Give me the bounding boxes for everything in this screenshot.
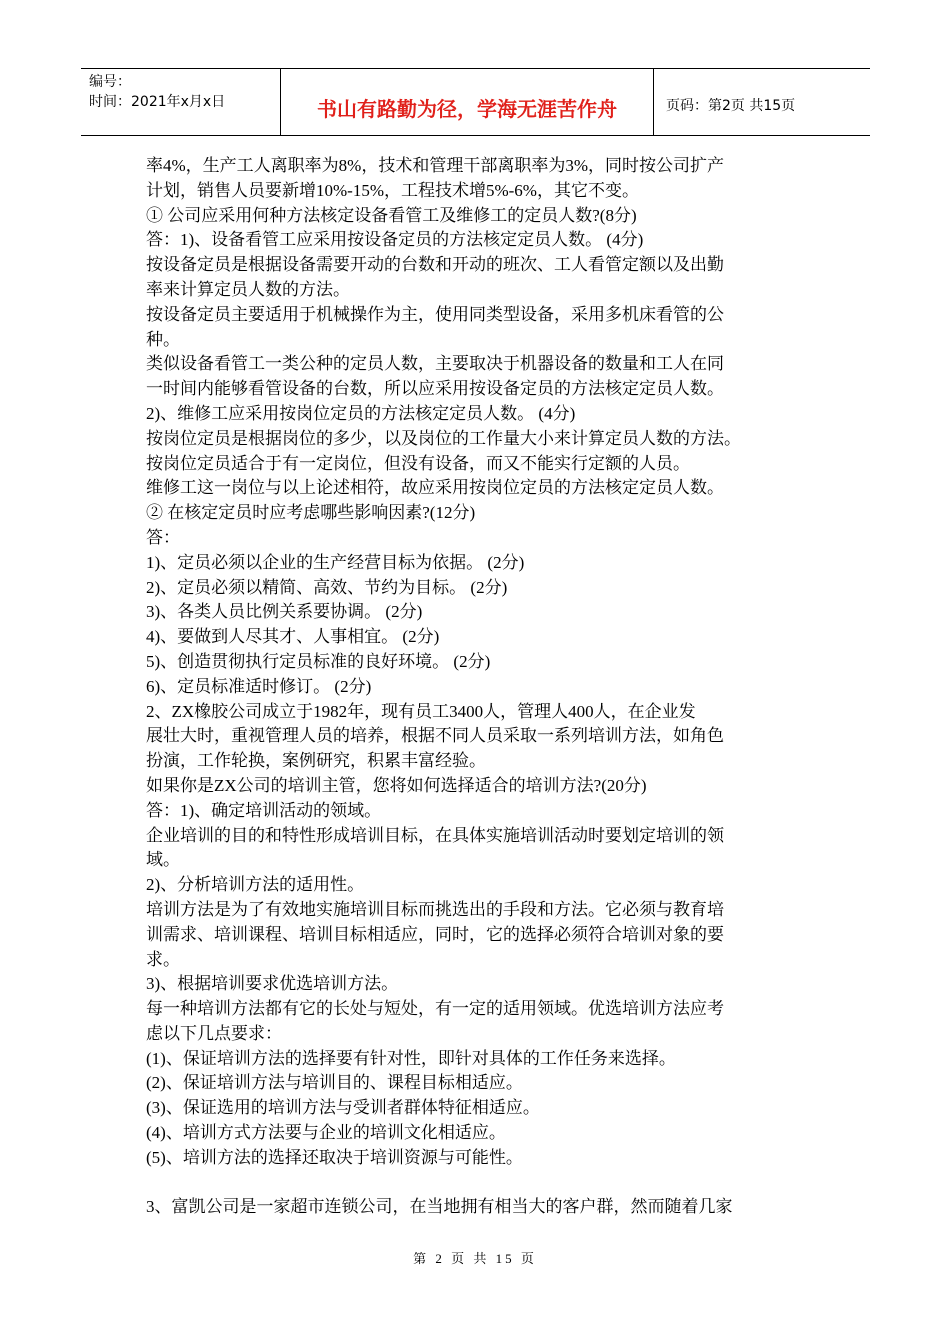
document-code-label: 编号： — [89, 74, 131, 90]
body-line: 2)、定员必须以精简、高效、节约为目标。 (2分) — [146, 577, 508, 597]
page-header — [81, 68, 870, 136]
body-line: 6)、定员标准适时修订。 (2分) — [146, 676, 372, 696]
body-line: 按岗位定员是根据岗位的多少，以及岗位的工作量大小来计算定员人数的方法。 — [146, 428, 741, 448]
body-line: (5)、培训方法的选择还取决于培训资源与可能性。 — [146, 1147, 523, 1167]
body-line: 3)、各类人员比例关系要协调。 (2分) — [146, 602, 423, 622]
header-motto: 书山有路勤为径，学海无涯苦作舟 — [317, 97, 617, 121]
document-time-label: 时间：2021年x月x日 — [89, 94, 226, 110]
body-line: 维修工这一岗位与以上论述相符，故应采用按岗位定员的方法核定定员人数。 — [146, 478, 724, 498]
body-line: 域。 — [146, 850, 180, 870]
body-line: 虑以下几点要求： — [146, 1023, 282, 1043]
header-meta — [81, 69, 281, 135]
page-footer: 第 2 页 共 15 页 — [413, 1251, 537, 1266]
body-line: 答： — [146, 527, 180, 547]
body-line: 5)、创造贯彻执行定员标准的良好环境。 (2分) — [146, 651, 491, 671]
document-body — [146, 154, 806, 1220]
body-line: (2)、保证培训方法与培训目的、课程目标相适应。 — [146, 1073, 523, 1093]
body-line: 训需求、培训课程、培训目标相适应，同时，它的选择必须符合培训对象的要 — [146, 924, 724, 944]
body-line: 种。 — [146, 329, 180, 349]
body-line: 4)、要做到人尽其才、人事相宜。 (2分) — [146, 627, 440, 647]
body-line: 按设备定员是根据设备需要开动的台数和开动的班次、工人看管定额以及出勤 — [146, 255, 724, 275]
body-line: 2)、分析培训方法的适用性。 — [146, 875, 365, 895]
body-line: (1)、保证培训方法的选择要有针对性，即针对具体的工作任务来选择。 — [146, 1048, 676, 1068]
body-line: 每一种培训方法都有它的长处与短处，有一定的适用领域。优选培训方法应考 — [146, 999, 724, 1019]
body-line: (4)、培训方式方法要与企业的培训文化相适应。 — [146, 1123, 506, 1143]
body-line: 展壮大时，重视管理人员的培养，根据不同人员采取一系列培训方法，如角色 — [146, 726, 724, 746]
body-line: (3)、保证选用的培训方法与受训者群体特征相适应。 — [146, 1098, 540, 1118]
body-line: 1)、定员必须以企业的生产经营目标为依据。 (2分) — [146, 552, 525, 572]
header-page-cell — [654, 69, 870, 135]
body-line: 企业培训的目的和特性形成培训目标，在具体实施培训活动时要划定培训的领 — [146, 825, 724, 845]
body-line: 3)、根据培训要求优选培训方法。 — [146, 974, 399, 994]
body-line: 2、ZX橡胶公司成立于1982年，现有员工3400人，管理人400人，在企业发 — [146, 701, 696, 721]
body-line: 答：1)、确定培训活动的领域。 — [146, 800, 382, 820]
body-line: 答：1)、设备看管工应采用按设备定员的方法核定定员人数。 (4分) — [146, 230, 644, 250]
body-line: 3、富凯公司是一家超市连锁公司，在当地拥有相当大的客户群，然而随着几家 — [146, 1197, 733, 1217]
body-line: ① 公司应采用何种方法核定设备看管工及维修工的定员人数?(8分) — [146, 205, 637, 225]
body-line: 率4%，生产工人离职率为8%，技术和管理干部离职率为3%，同时按公司扩产 — [146, 156, 724, 175]
body-line: 扮演，工作轮换，案例研究，积累丰富经验。 — [146, 751, 486, 771]
body-line: 按设备定员主要适用于机械操作为主，使用同类型设备，采用多机床看管的公 — [146, 304, 724, 324]
header-page-info: 页码：第2页 共15页 — [666, 98, 796, 114]
body-line — [146, 1171, 806, 1196]
body-line: 2)、维修工应采用按岗位定员的方法核定定员人数。 (4分) — [146, 403, 576, 423]
body-line: 计划，销售人员要新增10%-15%，工程技术增5%-6%，其它不变。 — [146, 180, 639, 200]
header-motto-cell — [281, 69, 654, 135]
body-line: 求。 — [146, 949, 180, 969]
body-line: 类似设备看管工一类公种的定员人数，主要取决于机器设备的数量和工人在同 — [146, 354, 724, 374]
body-line: 培训方法是为了有效地实施培训目标而挑选出的手段和方法。它必须与教育培 — [146, 899, 724, 919]
body-line: 按岗位定员适合于有一定岗位，但没有设备，而又不能实行定额的人员。 — [146, 453, 690, 473]
body-line: 如果你是ZX公司的培训主管，您将如何选择适合的培训方法?(20分) — [146, 775, 647, 795]
body-line: 一时间内能够看管设备的台数，所以应采用按设备定员的方法核定定员人数。 — [146, 379, 724, 399]
body-line: ② 在核定定员时应考虑哪些影响因素?(12分) — [146, 503, 476, 523]
body-line: 率来计算定员人数的方法。 — [146, 279, 350, 299]
